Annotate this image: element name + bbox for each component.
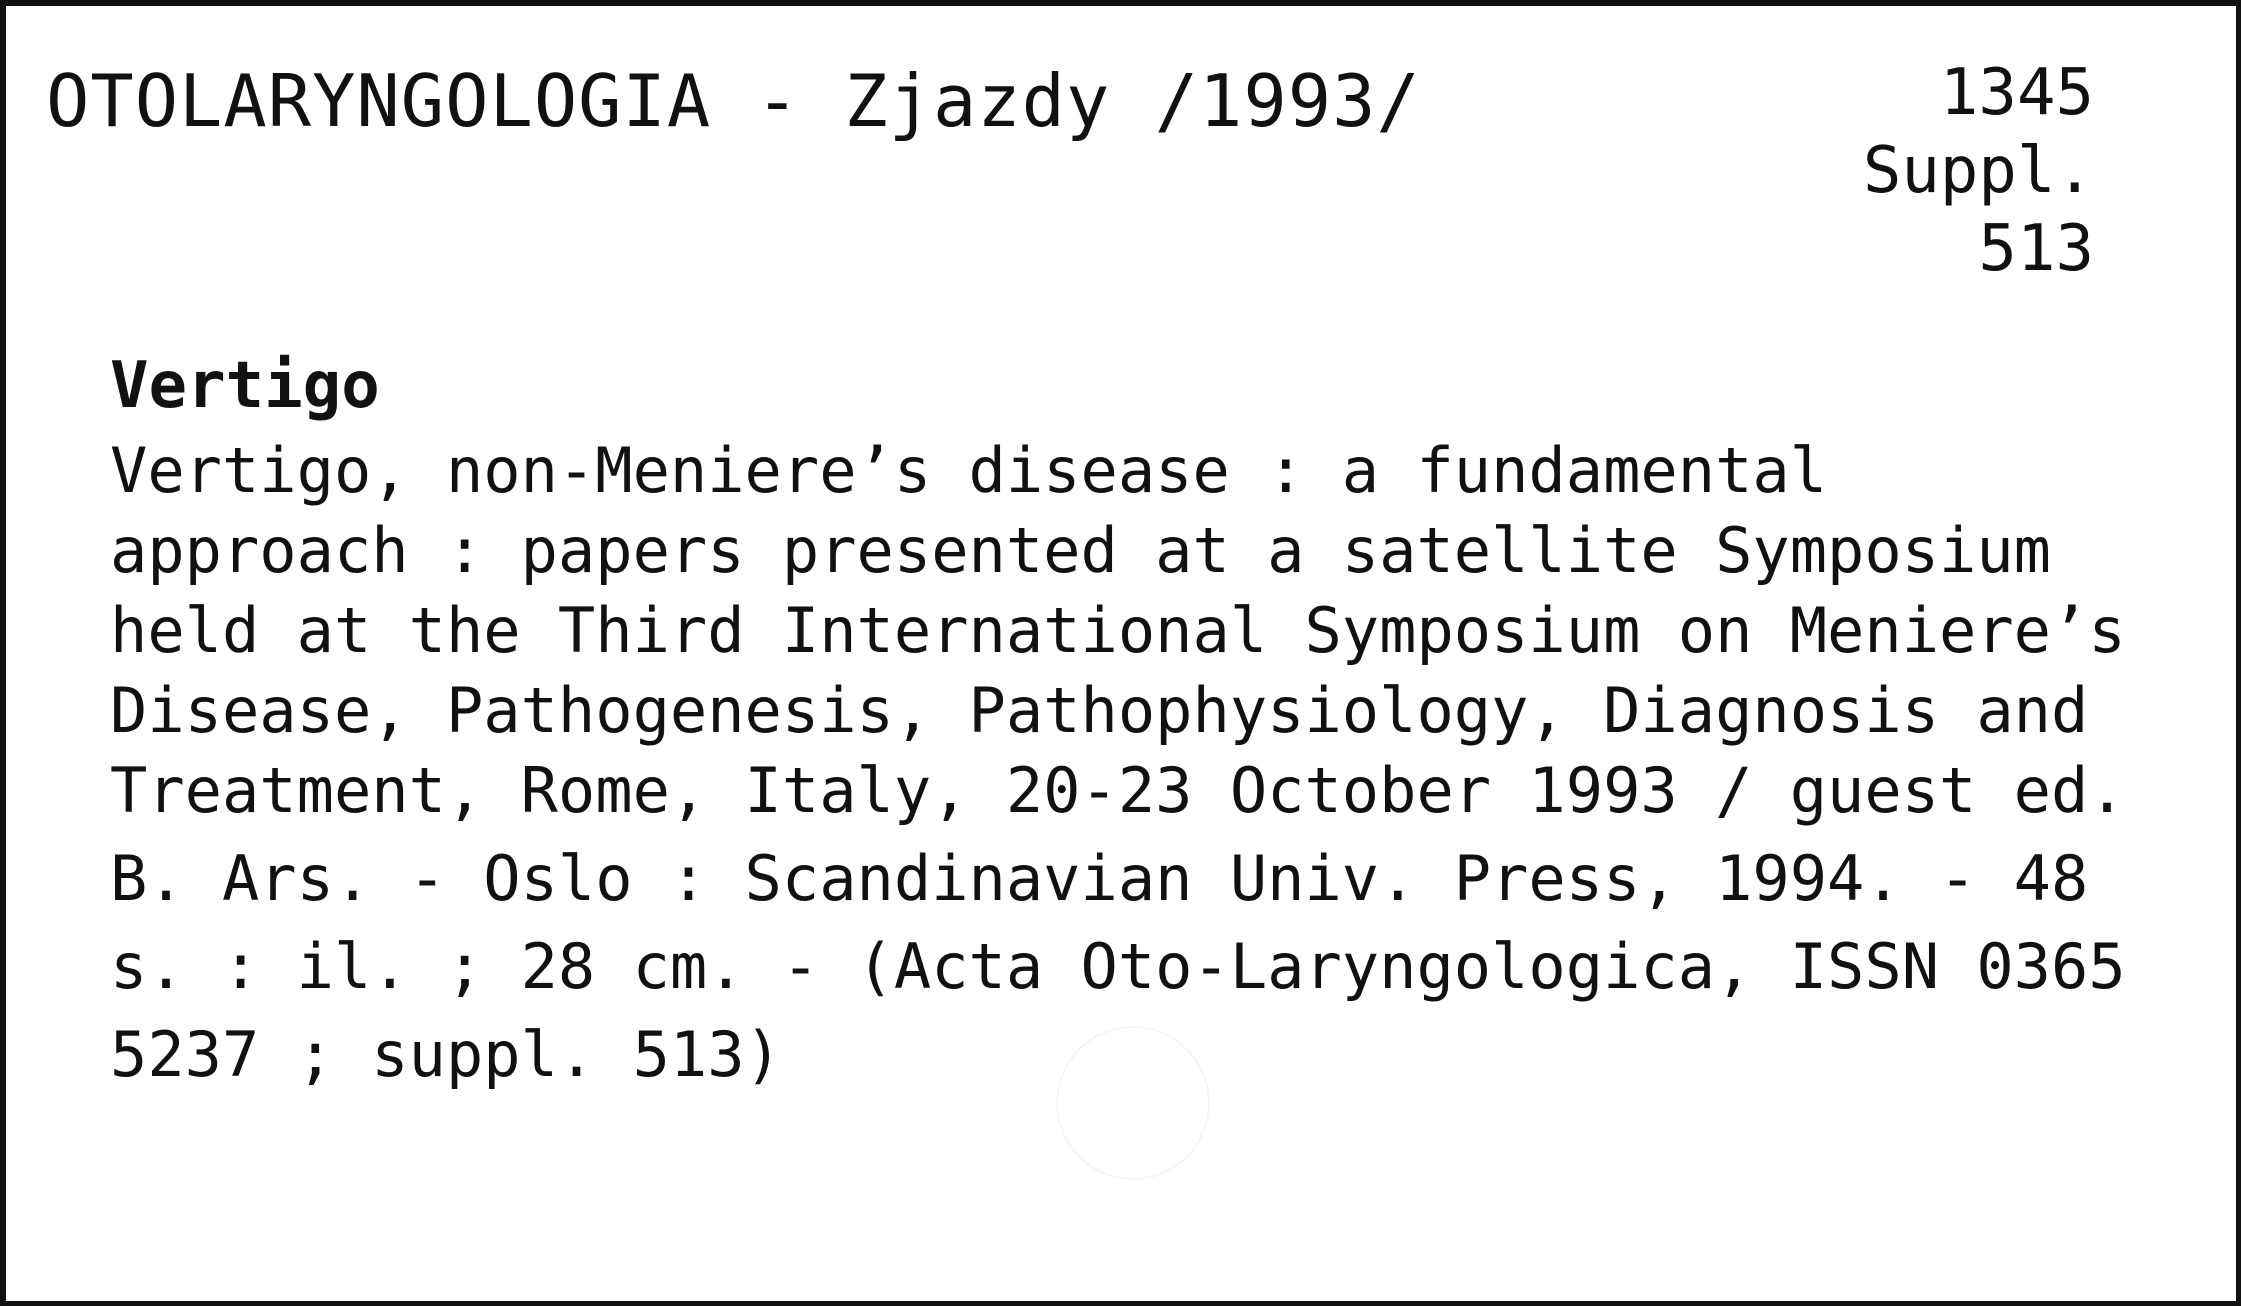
faint-stamp-mark xyxy=(1056,1026,1210,1180)
call-number-line: 513 xyxy=(1978,212,2094,286)
bibliographic-entry xyxy=(110,431,2230,1095)
entry-line: B. Ars. - Oslo : Scandinavian Univ. Press, 1994. - 48 xyxy=(110,842,2089,915)
entry-line: approach : papers presented at a satellite Symposium xyxy=(110,514,2052,587)
call-number-line: Suppl. xyxy=(1862,134,2094,208)
entry-line: Vertigo, non-Meniere’s disease : a fundamental xyxy=(110,434,1828,507)
call-number xyxy=(1863,54,2094,288)
entry-line: Treatment, Rome, Italy, 20-23 October 1993 / guest ed. xyxy=(110,754,2126,827)
entry-line: held at the Third International Symposium on Meniere’s xyxy=(110,594,2126,667)
call-number-line: 1345 xyxy=(1939,56,2094,130)
entry-line: s. : il. ; 28 cm. - (Acta Oto-Laryngologica, ISSN 0365 xyxy=(110,930,2126,1003)
entry-line: Disease, Pathogenesis, Pathophysiology, Diagnosis and xyxy=(110,674,2089,747)
subject-heading: Vertigo xyxy=(110,349,380,423)
card-heading: OTOLARYNGOLOGIA - Zjazdy /1993/ xyxy=(46,59,1421,143)
entry-line: 5237 ; suppl. 513) xyxy=(110,1018,782,1091)
